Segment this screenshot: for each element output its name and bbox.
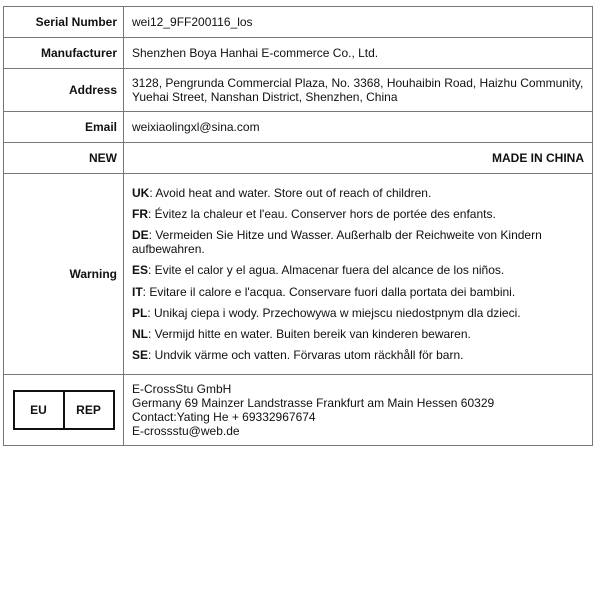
warning-code: SE: [132, 348, 149, 363]
eu-rep-email: E-crossstu@web.de: [132, 424, 240, 438]
new-row: [4, 143, 593, 174]
warning-code: FR: [132, 207, 148, 222]
warning-item-nl: [132, 327, 584, 341]
warning-item-pl: [132, 306, 584, 320]
eu-rep-company: E-CrossStu GmbH: [132, 382, 232, 396]
manufacturer-value: Shenzhen Boya Hanhai E-commerce Co., Ltd.: [124, 38, 593, 69]
email-value: weixiaolingxl@sina.com: [124, 112, 593, 143]
warning-list: [124, 174, 593, 375]
made-in-china-text: MADE IN CHINA: [124, 143, 593, 174]
warning-text: : Evitare il calore e l'acqua. Conservare fuori dalla portata dei bambini.: [142, 284, 516, 299]
address-label: Address: [4, 69, 124, 112]
new-label: NEW: [4, 143, 124, 174]
eu-rep-symbol: [13, 390, 115, 430]
warning-item-de: [132, 228, 584, 256]
eu-rep-symbol-eu: EU: [15, 392, 65, 428]
serial-number-row: [4, 7, 593, 38]
warning-text: : Undvik värme och vatten. Förvaras utom räckhåll för barn.: [148, 348, 464, 363]
eu-rep-details: [124, 375, 593, 446]
eu-rep-symbol-rep: REP: [76, 403, 101, 417]
warning-code: NL: [132, 326, 148, 341]
warning-code: PL: [132, 305, 148, 320]
warning-item-fr: [132, 207, 584, 221]
warning-label: Warning: [4, 174, 124, 375]
address-value: 3128, Pengrunda Commercial Plaza, No. 3368, Houhaibin Road, Haizhu Community, Yuehai Street, Nanshan District, Shenzhen, China: [124, 69, 593, 112]
warning-text: : Évitez la chaleur et l'eau. Conserver hors de portée des enfants.: [148, 207, 496, 222]
warning-item-uk: [132, 186, 584, 200]
warning-item-es: [132, 263, 584, 277]
warning-code: DE: [132, 228, 149, 243]
email-label: Email: [4, 112, 124, 143]
warning-code: IT: [132, 284, 143, 299]
warning-text: : Avoid heat and water. Store out of reach of children.: [149, 185, 432, 200]
warning-code: ES: [132, 263, 149, 278]
warning-text: : Vermeiden Sie Hitze und Wasser. Außerhalb der Reichweite von Kindern aufbewahren.: [132, 228, 542, 257]
warning-row: [4, 174, 593, 375]
eu-rep-symbol-cell: [4, 375, 124, 446]
email-row: [4, 112, 593, 143]
warning-text: : Evite el calor y el agua. Almacenar fuera del alcance de los niños.: [148, 263, 505, 278]
manufacturer-row: [4, 38, 593, 69]
eu-rep-address: Germany 69 Mainzer Landstrasse Frankfurt am Main Hessen 60329: [132, 396, 495, 410]
eu-rep-contact: Contact:Yating He + 69332967674: [132, 410, 316, 424]
manufacturer-label: Manufacturer: [4, 38, 124, 69]
warning-code: UK: [132, 185, 150, 200]
warning-text: : Unikaj ciepa i wody. Przechowywa w miejscu niedostpnym dla dzieci.: [147, 305, 521, 320]
eu-rep-row: [4, 375, 593, 446]
address-row: [4, 69, 593, 112]
warning-text: : Vermijd hitte en water. Buiten bereik van kinderen bewaren.: [148, 326, 471, 341]
product-info-table: [3, 6, 593, 446]
warning-item-it: [132, 285, 584, 299]
serial-number-label: Serial Number: [4, 7, 124, 38]
warning-item-se: [132, 348, 584, 362]
serial-number-value: wei12_9FF200116_los: [124, 7, 593, 38]
